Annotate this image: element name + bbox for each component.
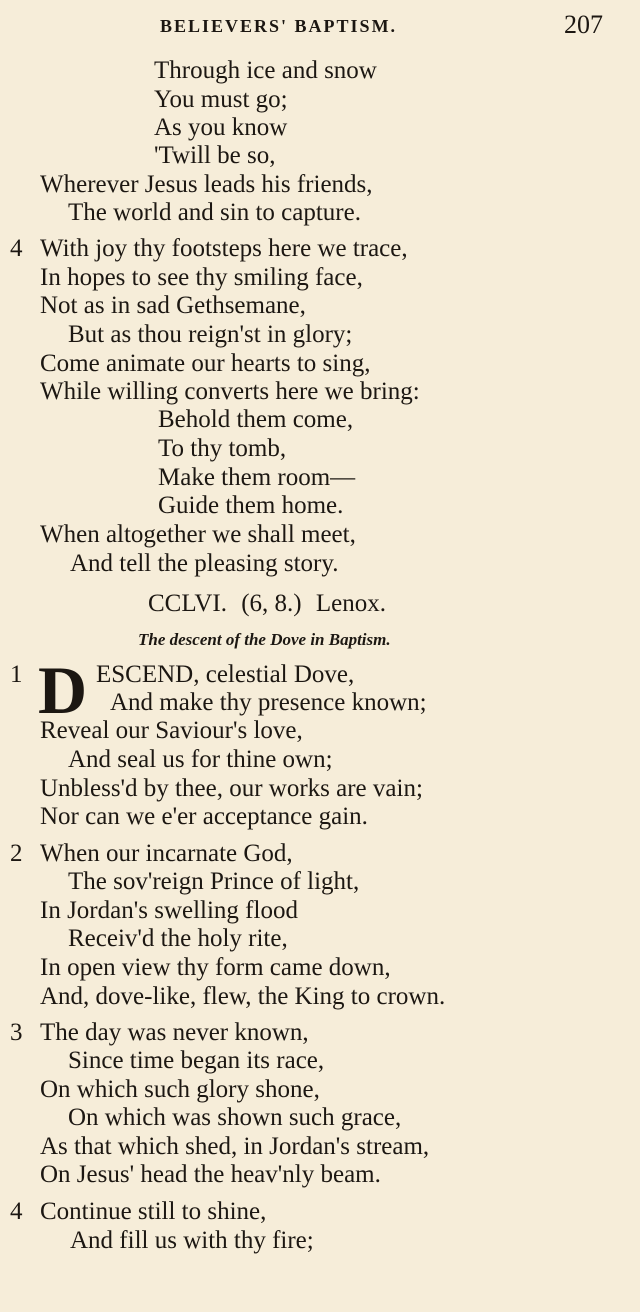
verse-line: Come animate our hearts to sing, — [40, 350, 371, 377]
page-number: 207 — [564, 10, 603, 39]
verse-line: And fill us with thy fire; — [70, 1227, 314, 1254]
hymn-meter: (6, 8.) — [241, 590, 302, 617]
hymn-tune: Lenox. — [315, 590, 386, 617]
verse-line: The day was never known, — [40, 1019, 309, 1046]
hymn-number: CCLVI. — [148, 590, 227, 617]
verse-line: As you know — [154, 114, 288, 141]
verse-line: You must go; — [154, 86, 288, 113]
verse-line: Continue still to shine, — [40, 1198, 267, 1225]
verse-line: ESCEND, celestial Dove, — [96, 661, 355, 688]
verse-number: 4 — [10, 235, 23, 262]
verse-line: 'Twill be so, — [154, 142, 276, 169]
verse-line: When our incarnate God, — [40, 840, 293, 867]
page-header — [0, 10, 640, 40]
verse-line: Receiv'd the holy rite, — [68, 925, 288, 952]
verse-line: On which was shown such grace, — [68, 1104, 402, 1131]
verse-line: In Jordan's swelling flood — [40, 897, 298, 924]
verse-line: Wherever Jesus leads his friends, — [40, 171, 373, 198]
verse-line: And, dove-like, flew, the King to crown. — [40, 983, 446, 1010]
drop-cap: D — [38, 652, 88, 728]
verse-line: With joy thy footsteps here we trace, — [40, 235, 408, 262]
verse-number: 1 — [10, 661, 23, 688]
verse-number: 3 — [10, 1019, 23, 1046]
verse-number: 4 — [10, 1198, 23, 1225]
verse-line: On which such glory shone, — [40, 1076, 320, 1103]
hymn-subtitle: The descent of the Dove in Baptism. — [138, 630, 391, 649]
verse-line: While willing converts here we bring: — [40, 378, 420, 405]
verse-line: In open view thy form came down, — [40, 954, 391, 981]
verse-line: To thy tomb, — [158, 435, 287, 462]
verse-line: As that which shed, in Jordan's stream, — [40, 1133, 430, 1160]
verse-number: 2 — [10, 840, 23, 867]
verse-line: Reveal our Saviour's love, — [40, 717, 303, 744]
verse-line: When altogether we shall meet, — [40, 521, 356, 548]
verse-line: Behold them come, — [158, 406, 354, 433]
verse-line: Guide them home. — [158, 492, 344, 519]
verse-line: And make thy presence known; — [110, 689, 427, 716]
verse-line: On Jesus' head the heav'nly beam. — [40, 1161, 381, 1188]
verse-line: In hopes to see thy smiling face, — [40, 264, 363, 291]
verse-line: Through ice and snow — [154, 57, 377, 84]
verse-line: And seal us for thine own; — [68, 746, 333, 773]
verse-line: The world and sin to capture. — [68, 199, 361, 226]
verse-line: But as thou reign'st in glory; — [68, 321, 353, 348]
verse-line: The sov'reign Prince of light, — [68, 868, 360, 895]
verse-line: Since time began its race, — [68, 1047, 325, 1074]
verse-line: Nor can we e'er acceptance gain. — [40, 803, 368, 830]
verse-line: And tell the pleasing story. — [70, 550, 339, 577]
verse-line: Unbless'd by thee, our works are vain; — [40, 775, 423, 802]
verse-line: Not as in sad Gethsemane, — [40, 292, 306, 319]
running-title: BELIEVERS' BAPTISM. — [160, 16, 398, 36]
hymn-heading — [148, 590, 394, 618]
verse-line: Make them room— — [158, 464, 356, 491]
